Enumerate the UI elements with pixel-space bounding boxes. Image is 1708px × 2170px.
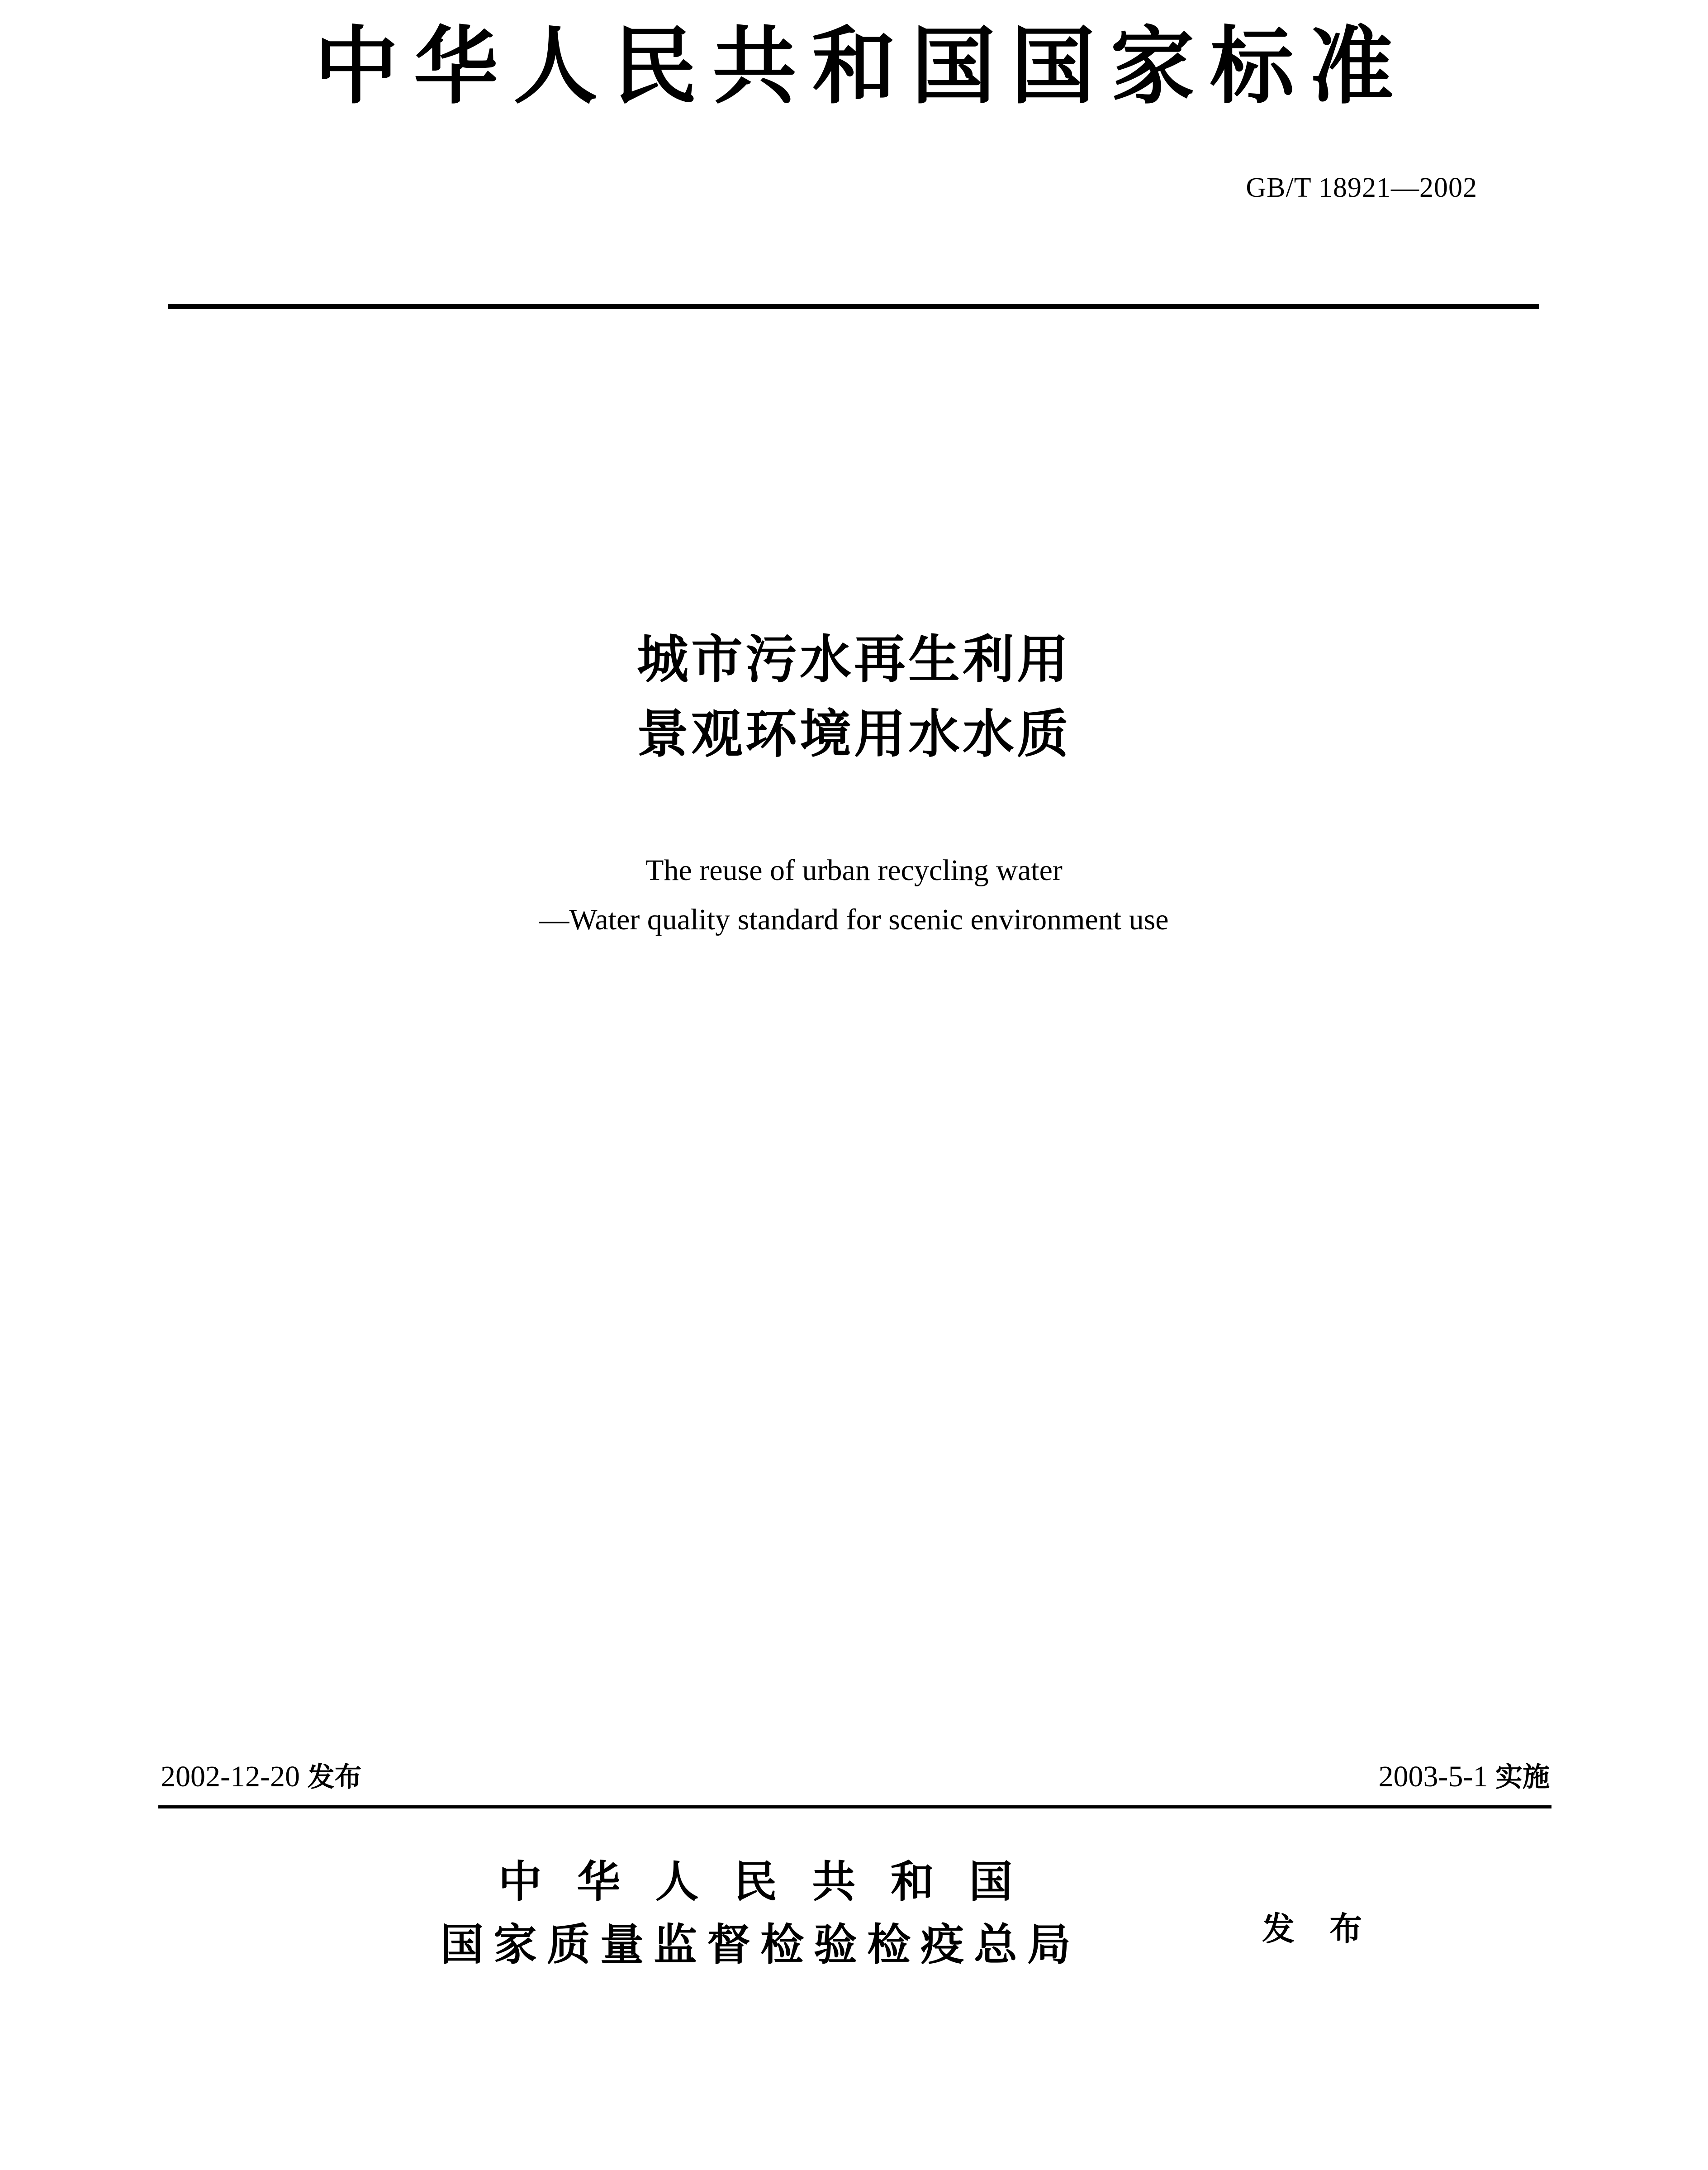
issue-date-value: 2002-12-20 <box>161 1760 300 1793</box>
footer-divider-rule <box>158 1805 1551 1808</box>
effective-date-value: 2003-5-1 <box>1378 1760 1488 1793</box>
title-chinese-line2: 景观环境用水水质 <box>636 704 1071 765</box>
title-chinese <box>0 622 1708 772</box>
issue-date-label: 发布 <box>307 1761 362 1793</box>
issuing-authority-line2: 国家质量监督检验检疫总局 <box>440 1919 1081 1970</box>
issuing-authority-line1: 中 华 人 民 共 和 国 <box>498 1856 1023 1907</box>
issue-action-label: 发 布 <box>1262 1910 1374 1948</box>
effective-date <box>1379 1756 1550 1794</box>
issue-date <box>161 1756 361 1794</box>
effective-date-label: 实施 <box>1495 1761 1550 1793</box>
header-divider-rule <box>168 304 1539 309</box>
title-english-line2: —Water quality standard for scenic environment use <box>539 903 1169 936</box>
title-english-line1: The reuse of urban recycling water <box>645 854 1063 887</box>
title-english <box>0 846 1708 945</box>
title-chinese-line1: 城市污水再生利用 <box>636 629 1071 690</box>
national-standard-banner: 中华人民共和国国家标准 <box>314 17 1409 115</box>
issuing-authority <box>280 1851 1230 1976</box>
standard-number: GB/T 18921—2002 <box>1246 172 1477 203</box>
